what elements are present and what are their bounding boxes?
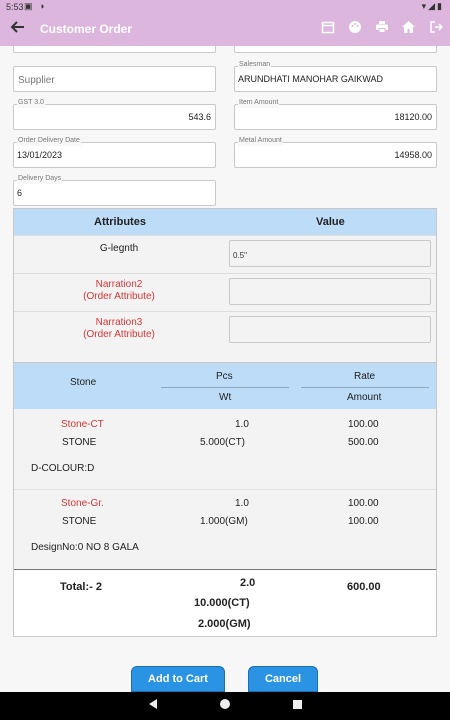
supplier-field[interactable] [13,66,216,92]
rate-header-label: Rate [354,371,376,382]
stone-type: Stone-CT [61,419,104,430]
system-nav-bar [0,692,450,720]
total-pcs: 2.0 [240,577,256,589]
status-bar [0,0,450,14]
field-top-right[interactable] [234,46,437,53]
stone-type: Stone-Gr. [61,498,104,509]
add-to-cart-button[interactable]: Add to Cart [131,666,225,692]
status-time: 5:53 [6,2,24,12]
stone-header-label: Stone [70,377,97,388]
stone-note: DesignNo:0 NO 8 GALA [31,542,139,553]
attributes-header [14,209,436,235]
page-title: Customer Order [40,22,133,36]
stone-pcs: 1.0 [235,498,249,509]
attribute-row [14,235,436,273]
gst-field[interactable] [13,99,216,130]
notification-icons: ▣ ◑ [24,1,47,11]
stone-rate: 100.00 [348,498,379,509]
delivery-date-field[interactable] [13,137,216,168]
app-bar [0,14,450,46]
stone-pcs: 1.0 [235,419,249,430]
attribute-subtitle: (Order Attribute) [83,291,155,302]
attribute-row [14,273,436,311]
palette-icon[interactable] [346,20,363,40]
value-header-label: Value [316,216,345,228]
order-form [0,46,450,692]
stone-table [13,362,437,637]
salesman-value: ARUNDHATI MANOHAR GAIKWAD [238,74,384,84]
amount-header-label: Amount [347,392,382,403]
nav-back-icon[interactable] [145,698,161,714]
calendar-icon[interactable] [319,20,336,40]
total-wt-ct: 10.000(CT) [194,597,250,609]
header-divider [161,387,289,388]
total-amount: 600.00 [347,581,381,593]
metal-amount-field[interactable] [234,137,437,168]
wt-header-label: Wt [219,392,232,403]
stone-amount: 100.00 [348,516,379,527]
back-arrow-icon[interactable] [8,19,28,39]
pcs-header-label: Pcs [216,371,233,382]
attribute-subtitle: (Order Attribute) [83,329,155,340]
row-divider [14,489,436,490]
salesman-field[interactable] [234,61,437,92]
supplier-placeholder: Supplier [18,75,55,86]
stone-item[interactable] [14,498,436,558]
totals-row [14,569,436,636]
attribute-row [14,311,436,349]
stone-rate: 100.00 [348,419,379,430]
home-icon[interactable] [400,20,417,40]
total-wt-gm: 2.000(GM) [198,618,251,630]
gst-value: 543.6 [188,112,211,122]
item-amount-label: Item Amount [239,99,279,106]
system-icons: ▾◢▮ [421,1,444,11]
metal-amount-label: Metal Amount [239,137,282,144]
print-icon[interactable] [373,20,390,40]
item-amount-value: 18120.00 [394,112,432,122]
delivery-days-label: Delivery Days [18,175,62,182]
gst-label: GST 3.0 [18,99,44,106]
logout-icon[interactable] [427,20,444,40]
attribute-name: Narration2 [95,279,143,290]
cancel-button[interactable]: Cancel [248,666,318,692]
attribute-value-input[interactable] [229,278,431,305]
nav-recents-icon[interactable] [289,698,305,714]
stone-wt: 5.000(CT) [200,437,246,448]
field-top-left[interactable] [13,46,216,53]
stone-table-header [14,363,436,409]
total-label: Total:- 2 [60,581,102,593]
stone-note: D-COLOUR:D [31,463,95,474]
stone-name: STONE [62,437,97,448]
delivery-days-field[interactable] [13,175,216,206]
delivery-date-value: 13/01/2023 [17,150,63,160]
item-amount-field[interactable] [234,99,437,130]
attributes-header-label: Attributes [94,216,146,228]
header-divider [301,387,429,388]
attribute-name: G-legnth [99,243,139,254]
stone-amount: 500.00 [348,437,379,448]
nav-home-icon[interactable] [217,698,233,714]
attribute-value-input[interactable] [229,316,431,343]
attribute-name: Narration3 [95,317,143,328]
delivery-date-label: Order Delivery Date [18,137,80,144]
stone-wt: 1.000(GM) [200,516,248,527]
salesman-label: Salesman [239,61,271,68]
stone-item[interactable] [14,419,436,479]
metal-amount-value: 14958.00 [394,150,432,160]
stone-name: STONE [62,516,97,527]
attribute-value-input[interactable]: 0.5" [229,240,431,267]
delivery-days-value: 6 [17,188,23,198]
